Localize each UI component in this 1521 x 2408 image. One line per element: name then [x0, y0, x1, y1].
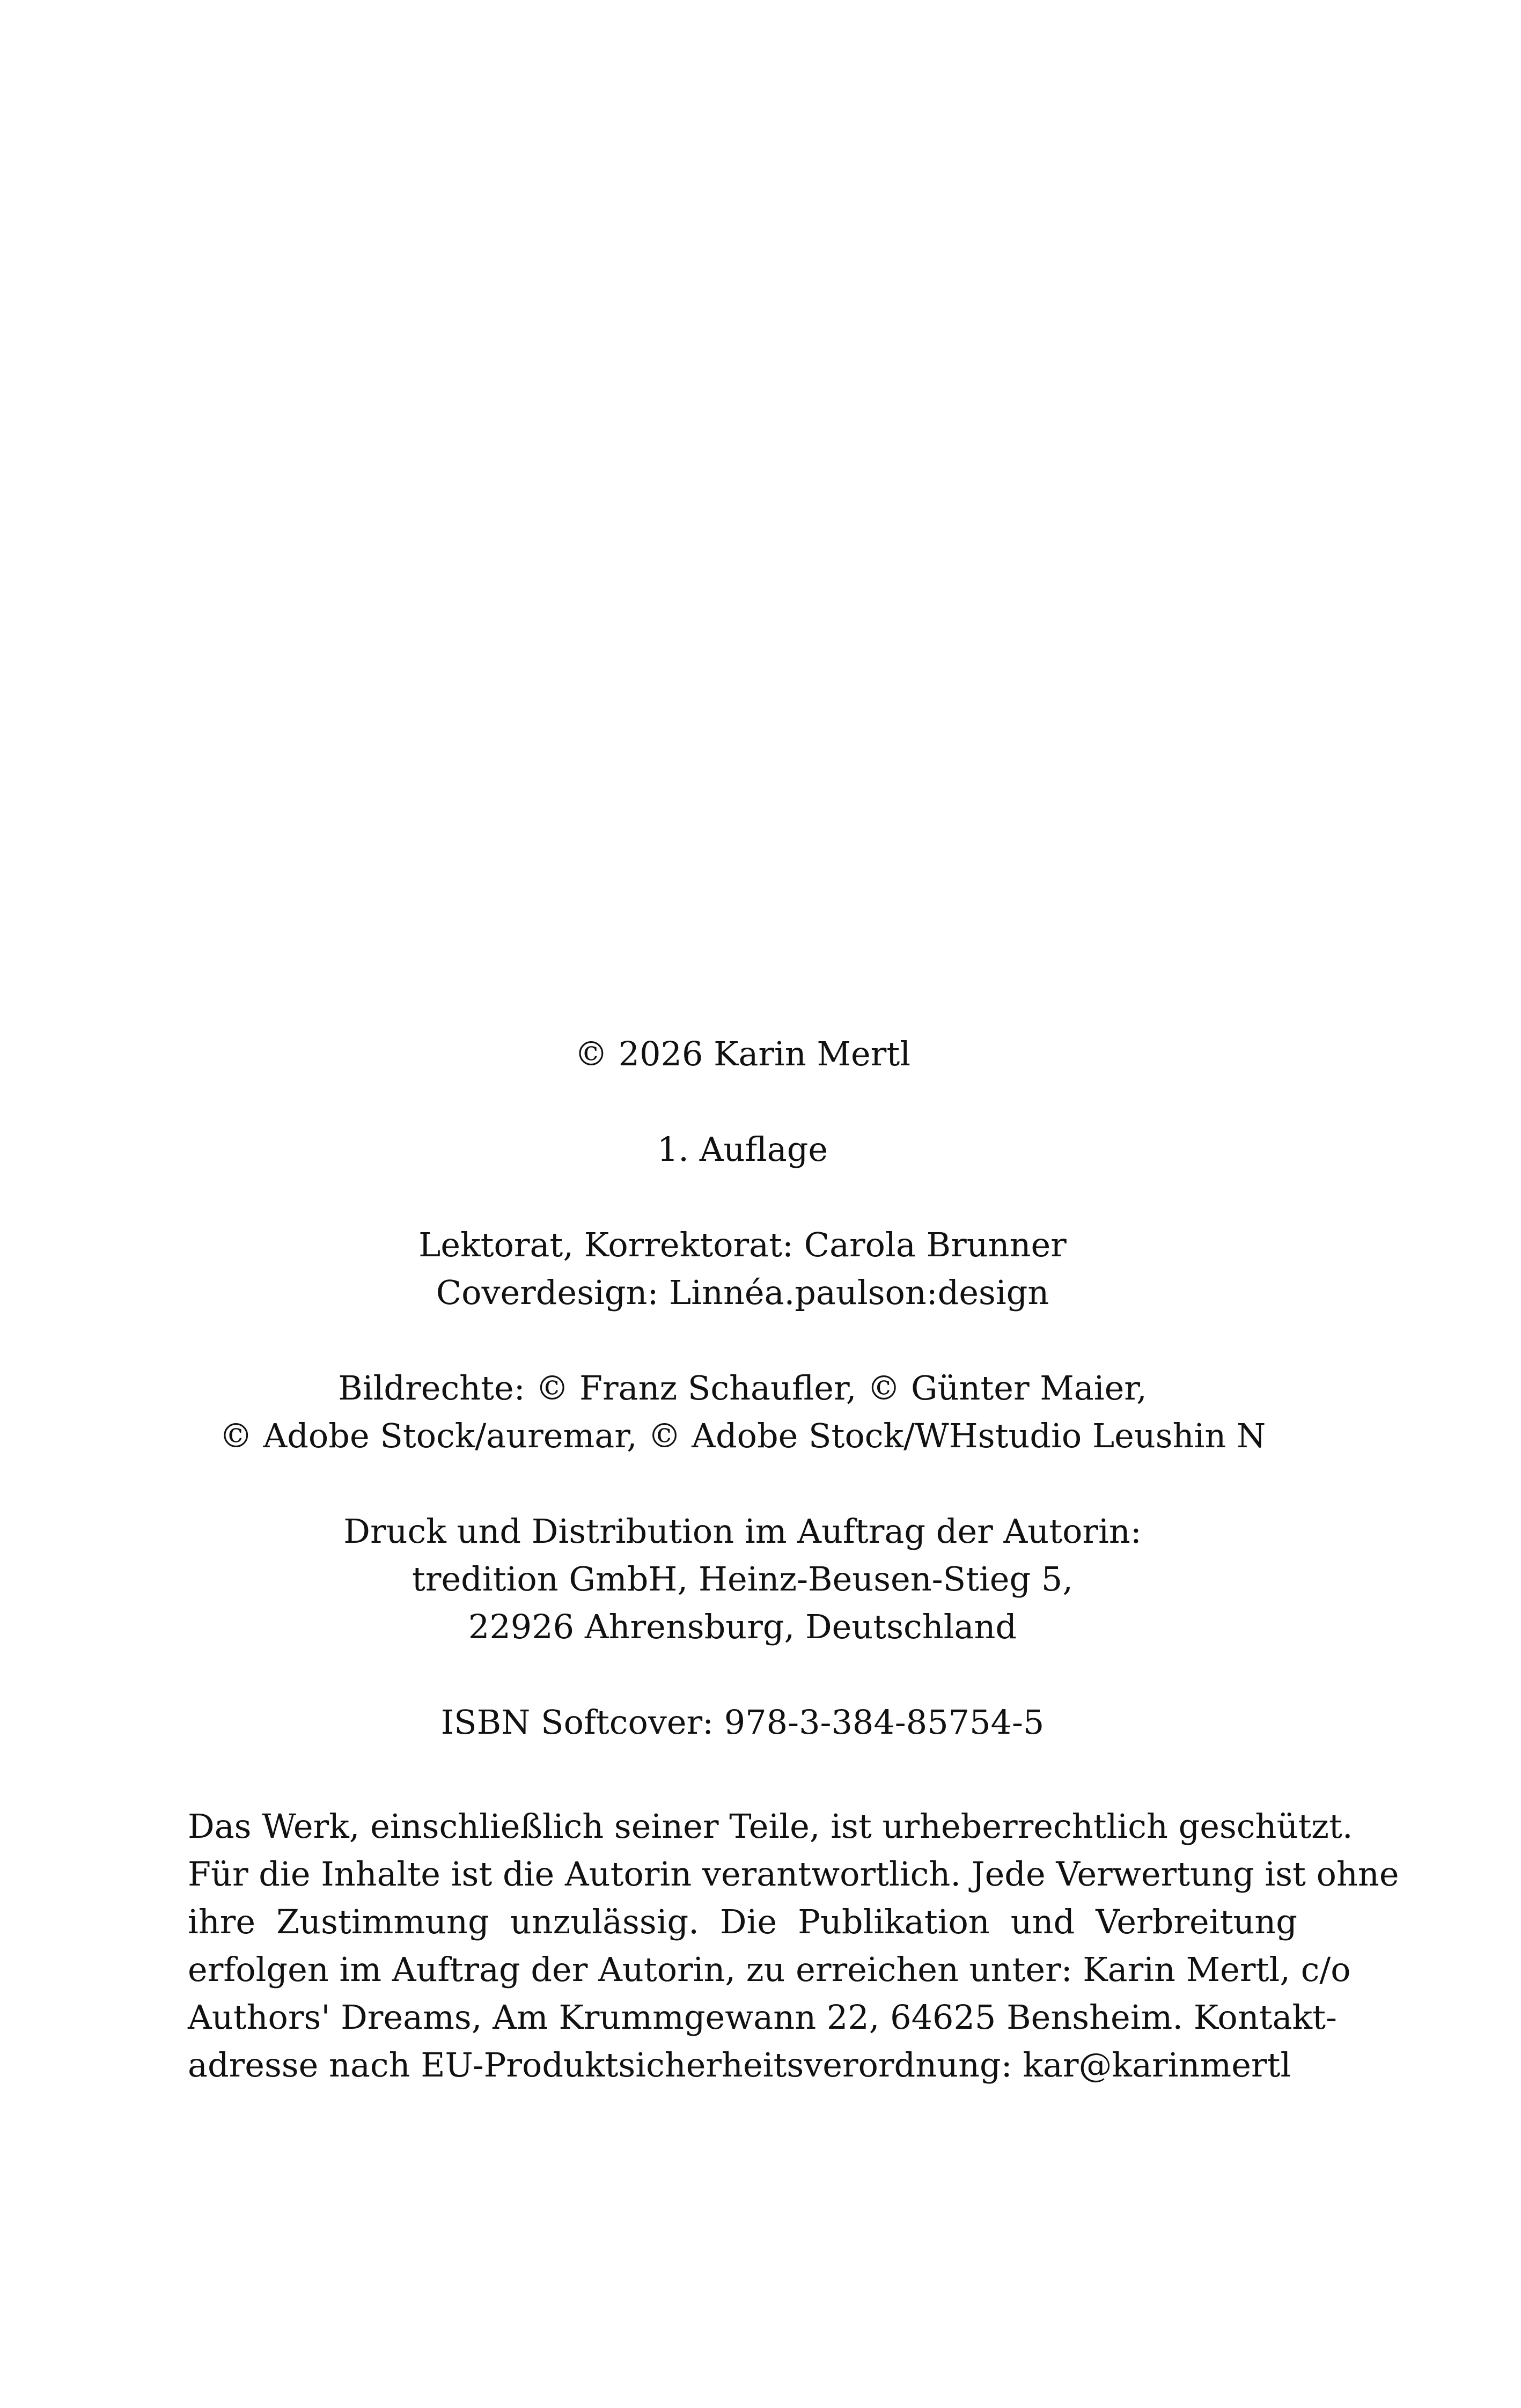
legal-notice-line: ihre Zustimmung unzulässig. Die Publikation und Verbreitung — [188, 1902, 1297, 1941]
legal-notice-line: Das Werk, einschließlich seiner Teile, ist urheberrechtlich geschützt. — [188, 1807, 1353, 1846]
printing-line-1: Druck und Distribution im Auftrag der Autorin: — [343, 1512, 1142, 1551]
cover-design-credit: Coverdesign: Linnéa.paulson:design — [436, 1273, 1049, 1312]
legal-notice-line: erfolgen im Auftrag der Autorin, zu erreichen unter: Karin Mertl, c/o — [188, 1950, 1351, 1989]
editing-credit: Lektorat, Korrektorat: Carola Brunner — [418, 1225, 1067, 1264]
printing-line-3: 22926 Ahrensburg, Deutschland — [468, 1607, 1017, 1646]
imprint-block — [188, 1030, 1297, 1746]
isbn-line: ISBN Softcover: 978-3-384-85754-5 — [440, 1703, 1045, 1742]
legal-notice-line: adresse nach EU-Produktsicherheitsverordnung: kar@karinmertl — [188, 2045, 1291, 2085]
legal-notice — [188, 1802, 1399, 2089]
image-rights-line-1: Bildrechte: © Franz Schaufler, © Günter Maier, — [338, 1368, 1147, 1408]
legal-notice-line: Authors' Dreams, Am Krummgewann 22, 64625 Bensheim. Kontakt- — [188, 1998, 1337, 2037]
edition-line: 1. Auflage — [657, 1130, 828, 1169]
image-rights-line-2: © Adobe Stock/auremar, © Adobe Stock/WHstudio Leushin N — [219, 1416, 1266, 1455]
printing-line-2: tredition GmbH, Heinz-Beusen-Stieg 5, — [412, 1559, 1074, 1599]
copyright-line: © 2026 Karin Mertl — [574, 1034, 911, 1073]
legal-notice-line: Für die Inhalte ist die Autorin verantwortlich. Jede Verwertung ist ohne — [188, 1854, 1399, 1894]
